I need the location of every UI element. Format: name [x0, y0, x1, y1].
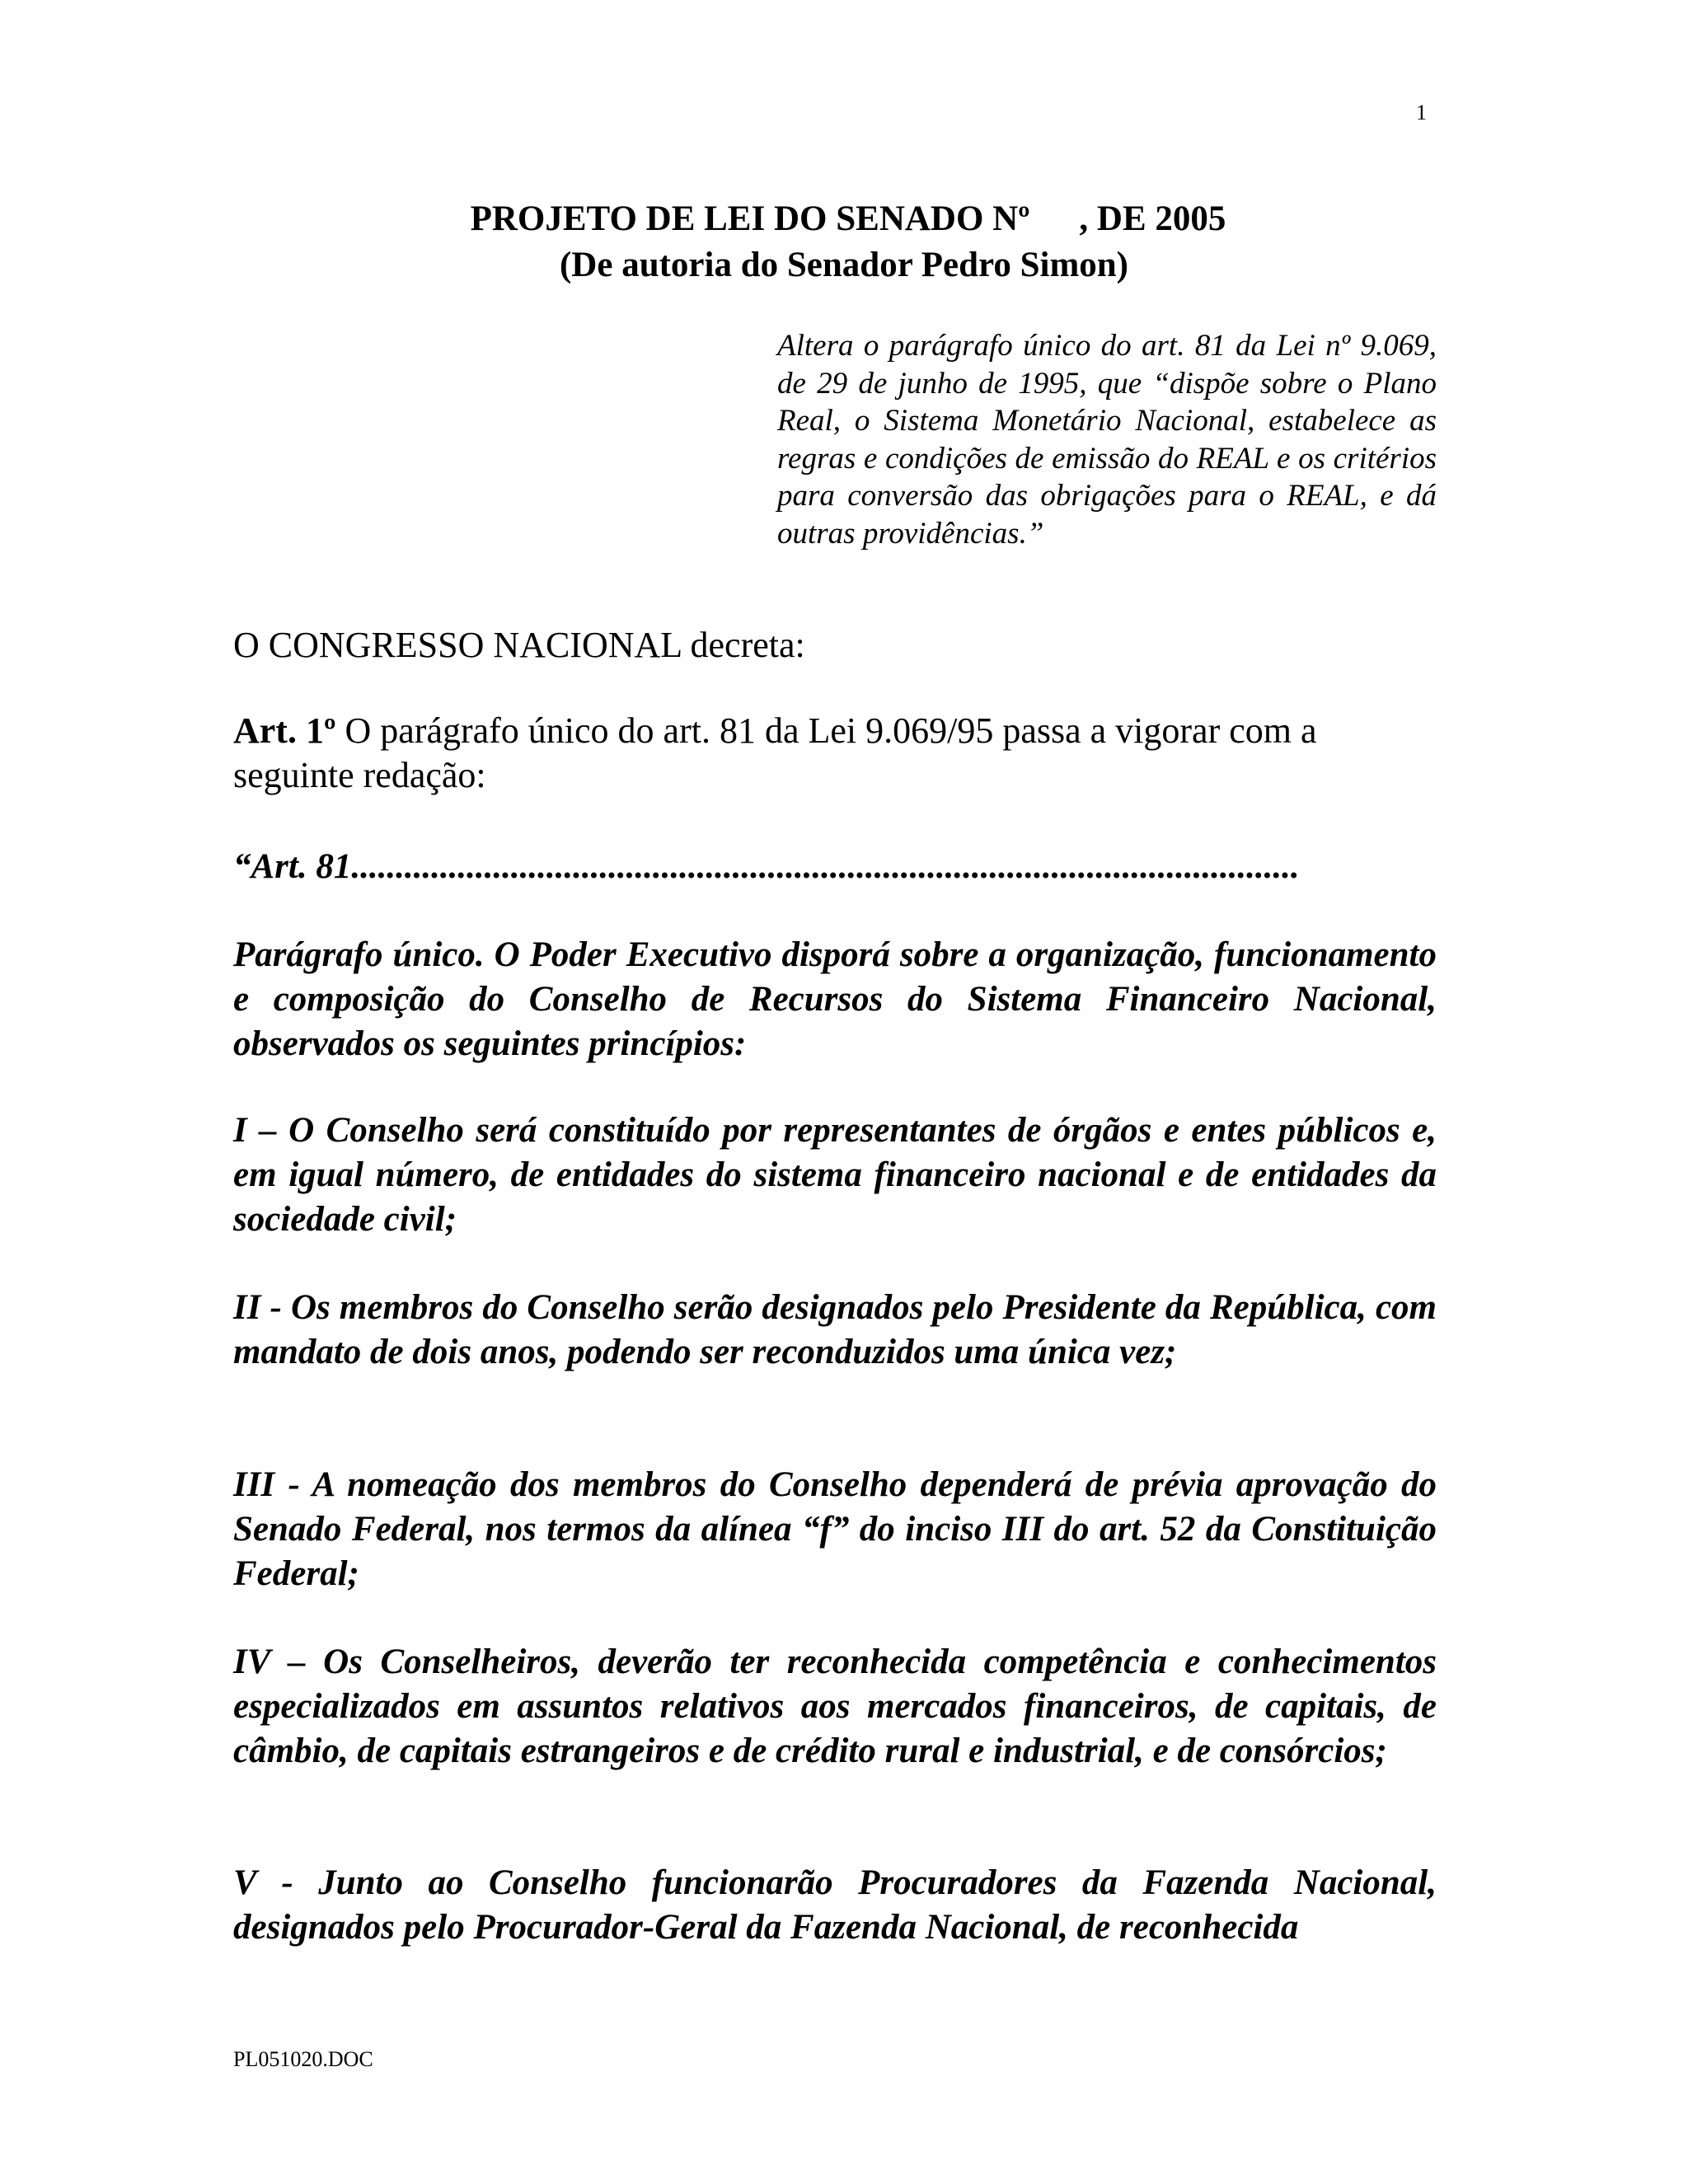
page-number: 1	[1416, 101, 1427, 124]
article-1	[233, 709, 1437, 798]
inciso-v: V - Junto ao Conselho funcionarão Procuradores da Fazenda Nacional, designados pelo Procurador-Geral da Fazenda Nacional, de reconhecida	[233, 1863, 1437, 1947]
article-1-text: O parágrafo único do art. 81 da Lei 9.069/95 passa a vigorar com a seguinte redação:	[233, 710, 1317, 795]
title-line-1	[0, 196, 1688, 242]
document-title	[0, 196, 1688, 288]
enacting-clause: O CONGRESSO NACIONAL decreta:	[233, 625, 805, 665]
footer-filename: PL051020.DOC	[233, 2047, 373, 2071]
inciso-iii: III - A nomeação dos membros do Conselho dependerá de prévia aprovação do Senado Federal, nos termos da alínea “f” do inciso III do art. 52 da Constituição Federal;	[233, 1465, 1437, 1593]
title-line-2: (De autoria do Senador Pedro Simon)	[559, 246, 1128, 284]
inciso-i: I – O Conselho será constituído por representantes de órgãos e entes públicos e, em igual número, de entidades do sistema financeiro nacional e de entidades da sociedade civil;	[233, 1111, 1437, 1239]
title-suffix: , DE 2005	[1079, 199, 1226, 238]
ementa: Altera o parágrafo único do art. 81 da Lei nº 9.069, de 29 de junho de 1995, que “dispõe sobre o Plano Real, o Sistema Monetário Nacional, estabelece as regras e condições de emissão do REAL e os critérios para conversão das obrigações para o REAL, e dá outras providências.”	[777, 329, 1437, 551]
article-1-label: Art. 1º	[233, 710, 336, 751]
title-prefix: PROJETO DE LEI DO SENADO Nº	[470, 199, 1030, 238]
article-81-heading: “Art. 81...........................................................................................................	[233, 847, 1300, 886]
inciso-ii: II - Os membros do Conselho serão designados pelo Presidente da República, com mandato de dois anos, podendo ser reconduzidos uma única vez;	[233, 1288, 1437, 1371]
paragrafo-unico: Parágrafo único. O Poder Executivo disporá sobre a organização, funcionamento e composição do Conselho de Recursos do Sistema Financeiro Nacional, observados os seguintes princípios:	[233, 935, 1437, 1063]
inciso-iv: IV – Os Conselheiros, deverão ter reconhecida competência e conhecimentos especializados em assuntos relativos aos mercados financeiros, de capitais, de câmbio, de capitais estrangeiros e de crédito rural e industrial, e de consórcios;	[233, 1643, 1437, 1770]
